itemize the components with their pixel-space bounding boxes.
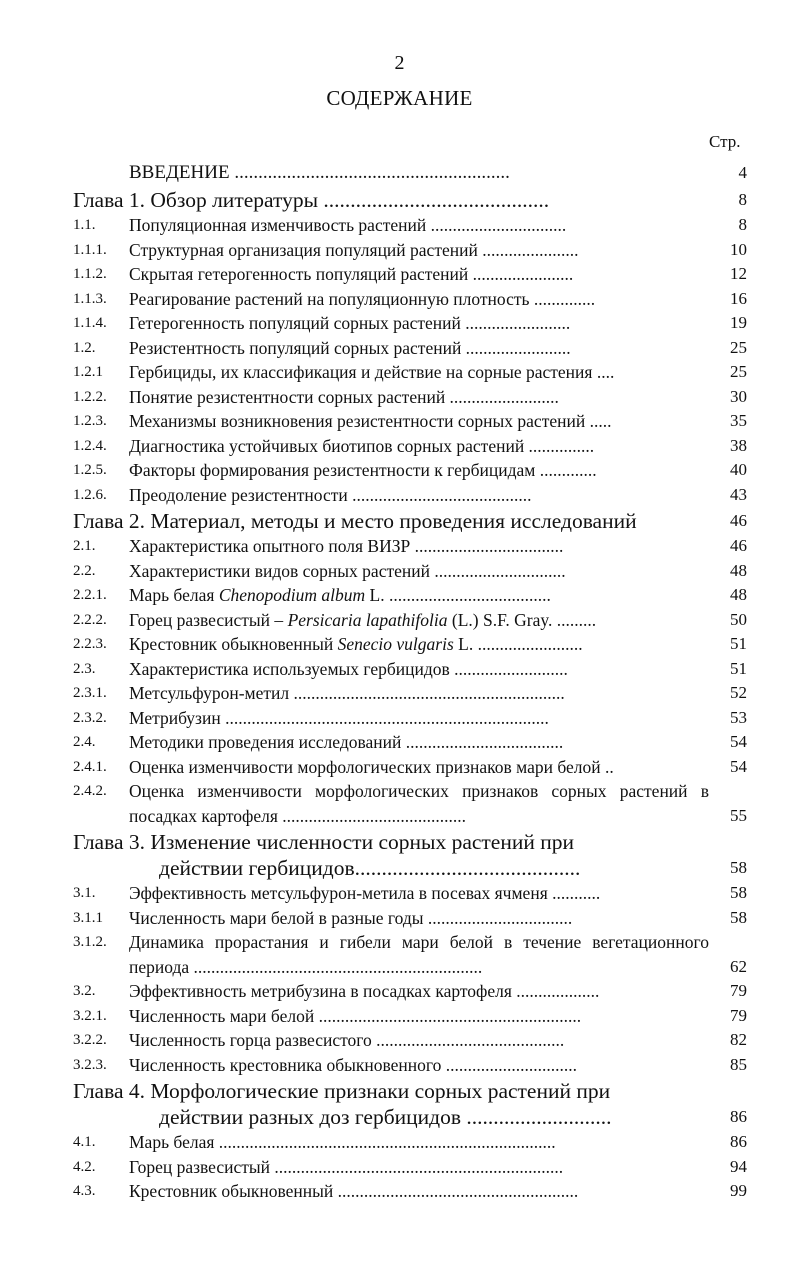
toc-entry-number: 2.3.2.	[73, 709, 107, 726]
toc-entry-page: 54	[730, 756, 747, 776]
toc-entry-title-line: Механизмы возникновения резистентности сорных растений .....	[129, 411, 612, 431]
toc-entry-page: 58	[730, 883, 747, 902]
toc-entry-number: 1.1.4.	[73, 315, 107, 331]
toc-entry-title-line: Резистентность популяций сорных растений ........................	[129, 337, 571, 358]
toc-entry-number: 1.1.	[73, 217, 96, 233]
toc-entry-number: 1.2.5.	[73, 462, 107, 478]
toc-entry-title-line: Оценка изменчивости морфологических признаков сорных растений в посадках картофеля ..........................................	[129, 781, 709, 826]
toc-entry	[73, 1179, 747, 1204]
toc-entry-title-line: Характеристики видов сорных растений ..............................	[129, 560, 566, 581]
toc-entry-title	[129, 706, 709, 731]
toc-entry-species-name: Senecio vulgaris	[337, 634, 454, 654]
toc-entry-title-line: Структурная организация популяций растений ......................	[129, 239, 579, 260]
toc-entry	[73, 385, 747, 410]
toc-entry-number: 4.3.	[73, 1183, 96, 1199]
toc-entry-title-line: Горец развесистый ..................................................................	[129, 1156, 564, 1177]
toc-entry-title-line: Оценка изменчивости морфологических признаков мари белой ..	[129, 756, 614, 777]
page-column-label: Стр.	[709, 132, 741, 151]
toc-entry-title-line: Глава 1. Обзор литературы ..........................................	[73, 188, 550, 212]
toc-entry-title-part: Марь белая	[129, 585, 219, 605]
toc-entry-number: 4.2.	[73, 1158, 96, 1175]
toc-entry-title	[129, 1130, 709, 1155]
toc-entry-title-line: Преодоление резистентности .........................................	[129, 484, 532, 505]
toc-entry-title	[129, 1179, 709, 1204]
toc-entry-title-line: Метрибузин ..........................................................................	[129, 707, 549, 728]
toc-entry-species-name: Persicaria lapathifolia	[287, 609, 448, 630]
toc-entry-title	[129, 1155, 709, 1180]
toc-entry-page: 79	[730, 1005, 747, 1025]
toc-entry-number: 4.1.	[73, 1134, 96, 1150]
toc-entry-title-line: Численность мари белой в разные годы .................................	[129, 907, 573, 928]
toc-entry-title	[73, 187, 709, 213]
toc-entry-title-line: Методики проведения исследований ....................................	[129, 732, 564, 752]
toc-entry-title-line: Эффективность метсульфурон-метила в посевах ячменя ...........	[129, 883, 601, 903]
toc-entry-title-part: L. .....................................	[365, 585, 551, 605]
toc-intro	[73, 156, 747, 186]
toc-entry-title	[129, 385, 709, 410]
toc-entry-number: 2.3.	[73, 660, 96, 677]
toc-entry-number: 3.2.	[73, 983, 96, 999]
toc-entry-title	[129, 360, 709, 385]
toc-entry-number: 1.1.3.	[73, 290, 107, 307]
toc-entry-title-line: ВВЕДЕНИЕ ..........................................................	[129, 162, 510, 183]
toc-entry-number: 3.2.2.	[73, 1032, 107, 1048]
toc-entry-number: 2.2.1.	[73, 587, 107, 603]
toc-entry-title	[129, 409, 709, 434]
toc-entry-page: 86	[730, 1107, 747, 1126]
toc-entry-title-line: Глава 4. Морфологические признаки сорных растений при	[73, 1079, 611, 1103]
toc-entry	[73, 483, 747, 508]
toc-entry	[73, 1004, 747, 1029]
toc-entry	[73, 238, 747, 263]
toc-entry-title	[129, 657, 709, 682]
toc-entry	[73, 979, 747, 1004]
toc-entry-title	[129, 287, 709, 312]
toc-entry-title	[129, 779, 709, 828]
toc-entry-title-line: Скрытая гетерогенность популяций растений .......................	[129, 264, 574, 284]
toc-entry-page: 30	[730, 386, 747, 406]
toc-entry	[73, 1130, 747, 1155]
toc-entry-title-line: Факторы формирования резистентности к гербицидам .............	[129, 460, 597, 480]
toc-entry-number: 1.2.2.	[73, 388, 107, 405]
toc-entry-title	[129, 262, 709, 287]
toc-entry-title	[129, 434, 709, 459]
toc-entry-page: 40	[730, 460, 747, 479]
toc-entry-species-name: Chenopodium album	[218, 585, 366, 605]
toc-entry-number: 3.2.1.	[73, 1007, 107, 1024]
toc-chapter	[73, 187, 747, 213]
toc-entry-title-line: Гетерогенность популяций сорных растений ........................	[129, 313, 571, 333]
toc-entry-title	[129, 458, 709, 483]
toc-entry-title-part: (L.) S.F. Gray. .........	[447, 609, 597, 630]
toc-entry-page: 4	[738, 163, 747, 182]
toc-entry-title	[129, 881, 709, 906]
toc-entry-title	[129, 583, 709, 608]
toc-entry	[73, 409, 747, 434]
toc-entry-number: 1.2.3.	[73, 413, 107, 429]
toc-entry-title-line: Понятие резистентности сорных растений .........................	[129, 386, 559, 407]
toc-entry-title	[129, 906, 709, 931]
toc-entry	[73, 311, 747, 336]
toc-entry-title-line: Характеристика используемых гербицидов ..........................	[129, 658, 568, 679]
toc-entry-page: 85	[730, 1054, 747, 1074]
toc-entry-page: 58	[730, 858, 747, 877]
toc-entry	[73, 287, 747, 312]
toc-entry	[73, 1028, 747, 1053]
toc-entry	[73, 213, 747, 238]
toc-entry-title-line: Популяционная изменчивость растений ...............................	[129, 215, 567, 235]
toc-entry-page: 99	[730, 1181, 747, 1200]
toc-chapter	[73, 508, 747, 534]
toc-entry-title	[129, 755, 709, 780]
toc-entry-title-line: Эффективность метрибузина в посадках картофеля ...................	[129, 981, 600, 1001]
toc-entry-title	[129, 238, 709, 263]
toc-entry	[73, 458, 747, 483]
toc-entry	[73, 657, 747, 682]
toc-entry-title-line: Реагирование растений на популяционную плотность ..............	[129, 288, 596, 309]
toc-entry-title	[129, 213, 709, 238]
toc-entry-title	[129, 730, 709, 755]
toc-entry-title-line: Диагностика устойчивых биотипов сорных растений ...............	[129, 435, 595, 456]
toc-entry-title-part: Горец развесистый –	[129, 609, 288, 630]
toc-entry-page: 51	[730, 658, 747, 678]
toc-entry	[73, 881, 747, 906]
toc-entry-page: 51	[730, 634, 747, 653]
toc-entry-title-line: действии разных доз гербицидов ...........................	[159, 1105, 612, 1129]
toc-entry-page: 48	[730, 585, 747, 604]
toc-entry-number: 2.1.	[73, 538, 96, 554]
toc-entry-title	[129, 336, 709, 361]
toc-entry-number: 2.2.	[73, 562, 96, 579]
toc-entry-title	[129, 632, 709, 657]
toc-entry-title	[129, 534, 709, 559]
toc-entry-title-line: Характеристика опытного поля ВИЗР ..................................	[129, 536, 564, 556]
toc-entry	[73, 608, 747, 633]
toc-entry-title	[73, 1078, 709, 1130]
toc-entry	[73, 1053, 747, 1078]
toc-entry	[73, 336, 747, 361]
toc-entry-title	[129, 930, 709, 979]
toc-entry-page: 52	[730, 683, 747, 702]
toc-entry-title	[129, 1028, 709, 1053]
toc-entry-number: 1.2.1	[73, 364, 103, 380]
toc-entry-title	[129, 1053, 709, 1078]
toc-entry	[73, 534, 747, 559]
toc-entry-title	[129, 483, 709, 508]
toc-entry-page: 82	[730, 1030, 747, 1049]
toc-entry	[73, 1155, 747, 1180]
toc-entry-title	[129, 1004, 709, 1029]
toc-entry-page: 38	[730, 435, 747, 455]
toc-entry	[73, 632, 747, 657]
toc-entry-title-part: L. ........................	[453, 634, 583, 654]
toc-entry-number: 1.2.4.	[73, 437, 107, 454]
toc-entry-number: 2.4.2.	[73, 783, 107, 799]
toc-entry-page: 12	[730, 264, 747, 283]
toc-entry-title-line: Крестовник обыкновенный .......................................................	[129, 1181, 579, 1201]
toc-entry	[73, 755, 747, 780]
toc-entry-page: 25	[730, 362, 747, 381]
toc-entry	[73, 559, 747, 584]
toc-entry-page: 62	[730, 956, 747, 976]
toc-entry-title	[129, 559, 709, 584]
toc-entry-title	[129, 681, 709, 706]
toc-chapter	[73, 829, 747, 881]
toc-entry-page: 54	[730, 732, 747, 751]
toc-entry-page: 94	[730, 1156, 747, 1176]
toc-entry-title-line: Метсульфурон-метил ..............................................................	[129, 683, 565, 703]
toc-entry-page: 10	[730, 239, 747, 259]
toc-entry-number: 2.4.1.	[73, 758, 107, 775]
toc-entry-title	[129, 608, 709, 633]
toc-entry-title-line: Численность мари белой ............................................................	[129, 1005, 582, 1026]
toc-entry-number: 1.2.	[73, 339, 96, 356]
toc-entry-page: 58	[730, 907, 747, 927]
toc-entry	[73, 906, 747, 931]
page-title: СОДЕРЖАНИЕ	[326, 86, 473, 110]
toc-entry-title	[73, 829, 709, 881]
toc-entry-title-line: Глава 2. Материал, методы и место проведения исследований	[73, 509, 637, 533]
toc-entry	[73, 930, 747, 979]
toc-entry-title-line: Глава 3. Изменение численности сорных растений при	[73, 830, 575, 854]
toc-entry-number: 1.1.1.	[73, 241, 107, 258]
toc-entry-number: 3.2.3.	[73, 1056, 107, 1073]
toc-entry-page: 25	[730, 337, 747, 357]
toc-chapter	[73, 1078, 747, 1130]
toc-entry-title-line: Динамика прорастания и гибели мари белой в течение вегетационного периода ..................................................................	[129, 932, 709, 977]
toc-entry-page: 46	[730, 511, 747, 530]
toc-entry-title-part: Крестовник обыкновенный	[129, 634, 338, 654]
toc-entry-page: 55	[730, 805, 747, 825]
toc-entry-title	[129, 311, 709, 336]
page-number: 2	[394, 52, 405, 74]
table-of-contents	[0, 156, 799, 1204]
toc-entry-title	[129, 979, 709, 1004]
toc-entry-page: 79	[730, 981, 747, 1000]
toc-entry-title-line: Численность крестовника обыкновенного ..............................	[129, 1054, 578, 1075]
toc-entry	[73, 583, 747, 608]
toc-entry-page: 48	[730, 560, 747, 580]
toc-entry-number: 2.2.3.	[73, 636, 107, 652]
toc-entry-number: 3.1.2.	[73, 934, 107, 950]
toc-entry-title	[129, 156, 709, 186]
toc-entry-number: 3.1.1	[73, 909, 103, 926]
toc-entry-number: 2.4.	[73, 734, 96, 750]
toc-entry-title-line: Численность горца развесистого ...........................................	[129, 1030, 565, 1050]
toc-entry-number: 2.3.1.	[73, 685, 107, 701]
toc-entry	[73, 681, 747, 706]
toc-entry-page: 16	[730, 288, 747, 308]
toc-entry-number: 3.1.	[73, 885, 96, 901]
toc-entry-page: 19	[730, 313, 747, 332]
toc-entry	[73, 706, 747, 731]
toc-entry-title-line: действии гербицидов..........................................	[159, 856, 581, 880]
toc-entry-page: 43	[730, 484, 747, 504]
toc-entry	[73, 779, 747, 828]
toc-entry	[73, 434, 747, 459]
toc-entry-number: 2.2.2.	[73, 611, 107, 628]
toc-entry-title-line: Гербициды, их классификация и действие на сорные растения ....	[129, 362, 615, 382]
toc-entry	[73, 730, 747, 755]
toc-entry-number: 1.1.2.	[73, 266, 107, 282]
toc-entry-page: 8	[738, 190, 747, 209]
toc-entry-page: 53	[730, 707, 747, 727]
toc-entry	[73, 262, 747, 287]
toc-entry-page: 46	[730, 536, 747, 555]
toc-entry-title-line: Марь белая .............................................................................	[129, 1132, 556, 1152]
toc-entry-page: 35	[730, 411, 747, 430]
toc-entry-page: 86	[730, 1132, 747, 1151]
toc-entry-page: 8	[738, 215, 747, 234]
toc-entry	[73, 360, 747, 385]
toc-entry-number: 1.2.6.	[73, 486, 107, 503]
toc-entry-title	[73, 508, 709, 534]
toc-entry-page: 50	[730, 609, 747, 629]
